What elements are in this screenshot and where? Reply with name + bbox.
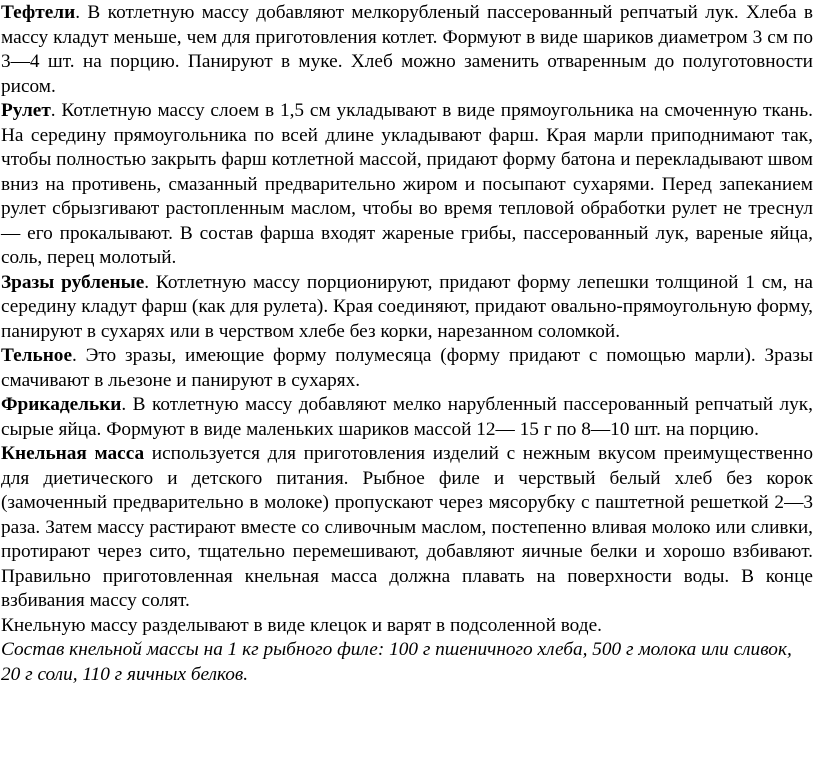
paragraph-telnoe <box>1 344 813 393</box>
term-telnoe: Тельное <box>1 345 73 366</box>
term-tefteli: Тефтели <box>1 2 76 23</box>
text-zrazy: . Котлетную массу порционируют, придают форму лепешки толщиной 1 см, на середину кладут фарш (как для рулета). Края соединяют, придают овально-прямоугольную форму, панируют в сухарях или в черством хлебе без корки, нарезанном соломкой. <box>1 271 813 342</box>
paragraph-knelnaya-massa <box>1 442 813 614</box>
text-rulet: . Котлетную массу слоем в 1,5 см укладывают в виде прямоугольника на смоченную ткань. На середину прямоугольника по всей длине укладывают фарш. Края марли приподнимают так, чтобы полностью закрыть фарш котлетной массой, придают форму батона и перекладывают швом вниз на противень, смазанный предварительно жиром и посыпают сухарями. Перед запеканием рулет сбрызгивают растопленным маслом, чтобы во время тепловой обработки рулет не треснул — его прокалывают. В состав фарша входят жареные грибы, пассерованный лук, вареные яйца, соль, перец молотый. <box>1 100 813 268</box>
text-telnoe: . Это зразы, имеющие форму полумесяца (форму придают с помощью марли). Зразы смачивают в льезоне и панируют в сухарях. <box>1 345 813 391</box>
paragraph-rulet <box>1 99 813 271</box>
term-knelnaya-massa: Кнельная масса <box>1 443 145 464</box>
paragraph-zrazy <box>1 271 813 345</box>
paragraph-frikadelki <box>1 393 813 442</box>
text-tefteli: . В котлетную массу добавляют мелкорубленый пассерованный репчатый лук. Хлеба в массу кладут меньше, чем для приготовления котлет. Формуют в виде шариков диаметром 3 см по 3—4 шт. на порцию. Панируют в муке. Хлеб можно заменить отваренным до полуготовности рисом. <box>1 2 813 97</box>
text-knelnaya-massa: используется для приготовления изделий с нежным вкусом преимущественно для диетического и детского питания. Рыбное филе и черствый белый хлеб без корок (замоченный предварительно в молоке) пропускают через мясорубку с паштетной решеткой 2—3 раза. Затем массу растирают вместе со сливочным маслом, постепенно вливая молоко или сливки, протирают через сито, тщательно перемешивают, добавляют яичные белки и хорошо взбивают. Правильно приготовленная кнельная масса должна плавать на поверхности воды. В конце взбивания массу солят. <box>1 443 813 611</box>
paragraph-closing: Кнельную массу разделывают в виде клецок и варят в подсоленной воде. <box>1 614 602 636</box>
term-rulet: Рулет <box>1 100 51 121</box>
paragraph-tefteli <box>1 1 813 99</box>
term-frikadelki: Фрикадельки <box>1 394 122 415</box>
paragraph-composition: Состав кнельной массы на 1 кг рыбного филе: 100 г пшеничного хлеба, 500 г молока или сливок, 20 г соли, 110 г яичных белков. <box>1 639 792 685</box>
text-frikadelki: . В котлетную массу добавляют мелко нарубленный пассерованный репчатый лук, сырые яйца. Формуют в виде маленьких шариков массой 12— 15 г по 8—10 шт. на порцию. <box>1 394 813 440</box>
term-zrazy: Зразы рубленые <box>1 271 145 293</box>
